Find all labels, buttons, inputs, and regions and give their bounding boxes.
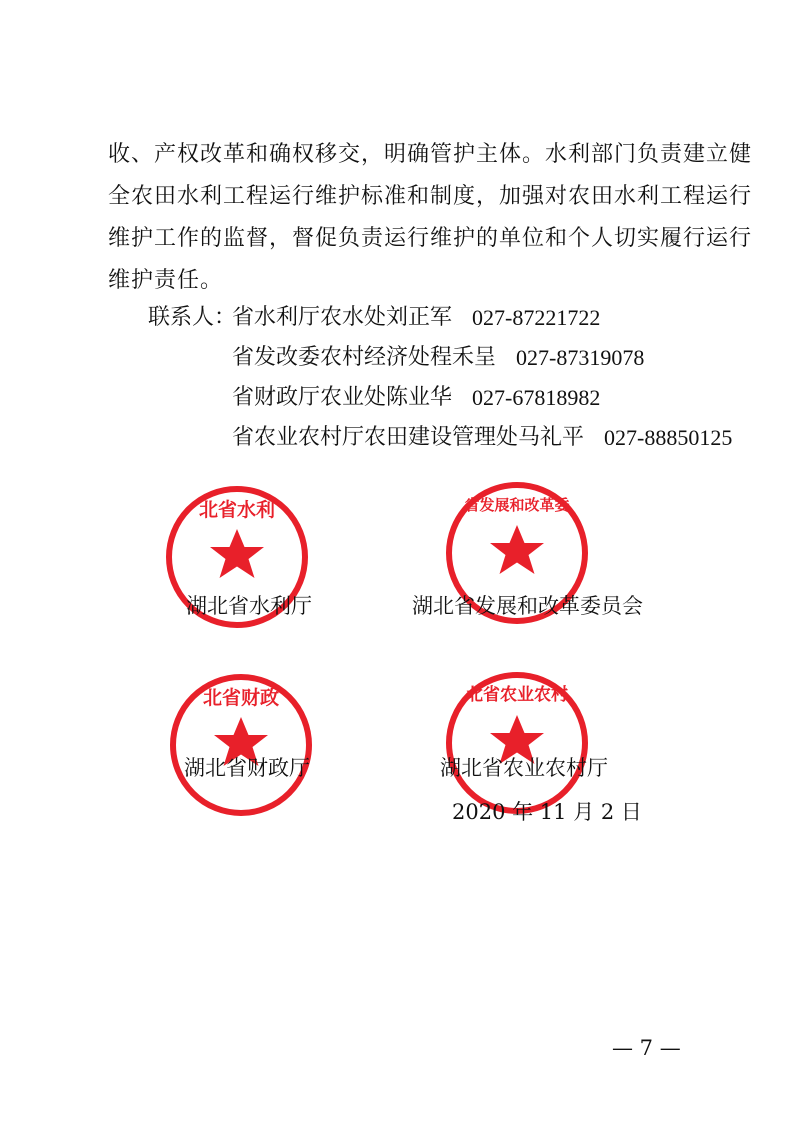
- body-line: 维护工作的监督，督促负责运行维护的单位和个人切实履行运行: [108, 226, 753, 251]
- contact-row: [148, 378, 732, 418]
- body-line: 收、产权改革和确权移交，明确管护主体。水利部门负责建立健: [108, 142, 753, 167]
- signature-org: 湖北省财政厅: [184, 756, 310, 780]
- contact-row: [148, 418, 732, 458]
- contacts-block: [148, 298, 732, 458]
- contact-phone: 027-87221722: [472, 305, 601, 330]
- contact-name: 省财政厅农业处陈业华: [232, 385, 453, 410]
- contact-name: 省水利厅农水处刘正军: [232, 305, 453, 330]
- contact-phone: 027-88850125: [604, 425, 733, 450]
- document-date: 2020 年 11 月 2 日: [452, 800, 642, 824]
- body-line: 维护责任。: [108, 268, 224, 293]
- contact-name: 省发改委农村经济处程禾呈: [232, 345, 497, 370]
- svg-text:北省水利: 北省水利: [198, 499, 276, 521]
- signature-org: 湖北省发展和改革委员会: [412, 594, 643, 618]
- official-seal-stamp: [444, 670, 590, 816]
- contact-row: [148, 338, 732, 378]
- body-line: 全农田水利工程运行维护标准和制度，加强对农田水利工程运行: [108, 184, 753, 209]
- contact-row: [148, 298, 732, 338]
- contacts-label: 联系人：: [148, 305, 237, 330]
- svg-text:北省农业农村: 北省农业农村: [466, 685, 568, 705]
- contact-name: 省农业农村厅农田建设管理处马礼平: [232, 425, 585, 450]
- contact-phone: 027-67818982: [472, 385, 601, 410]
- seal-icon: [168, 672, 314, 818]
- seal-icon: [444, 670, 590, 816]
- page-number: — 7 —: [612, 1036, 681, 1060]
- signature-org: 湖北省水利厅: [186, 594, 312, 618]
- body-paragraph: [108, 134, 753, 302]
- contact-phone: 027-87319078: [516, 345, 645, 370]
- signature-org: 湖北省农业农村厅: [440, 756, 608, 780]
- official-seal-stamp: [168, 672, 314, 818]
- svg-text:省发展和改革委: 省发展和改革委: [464, 496, 570, 514]
- svg-text:北省财政: 北省财政: [202, 687, 280, 709]
